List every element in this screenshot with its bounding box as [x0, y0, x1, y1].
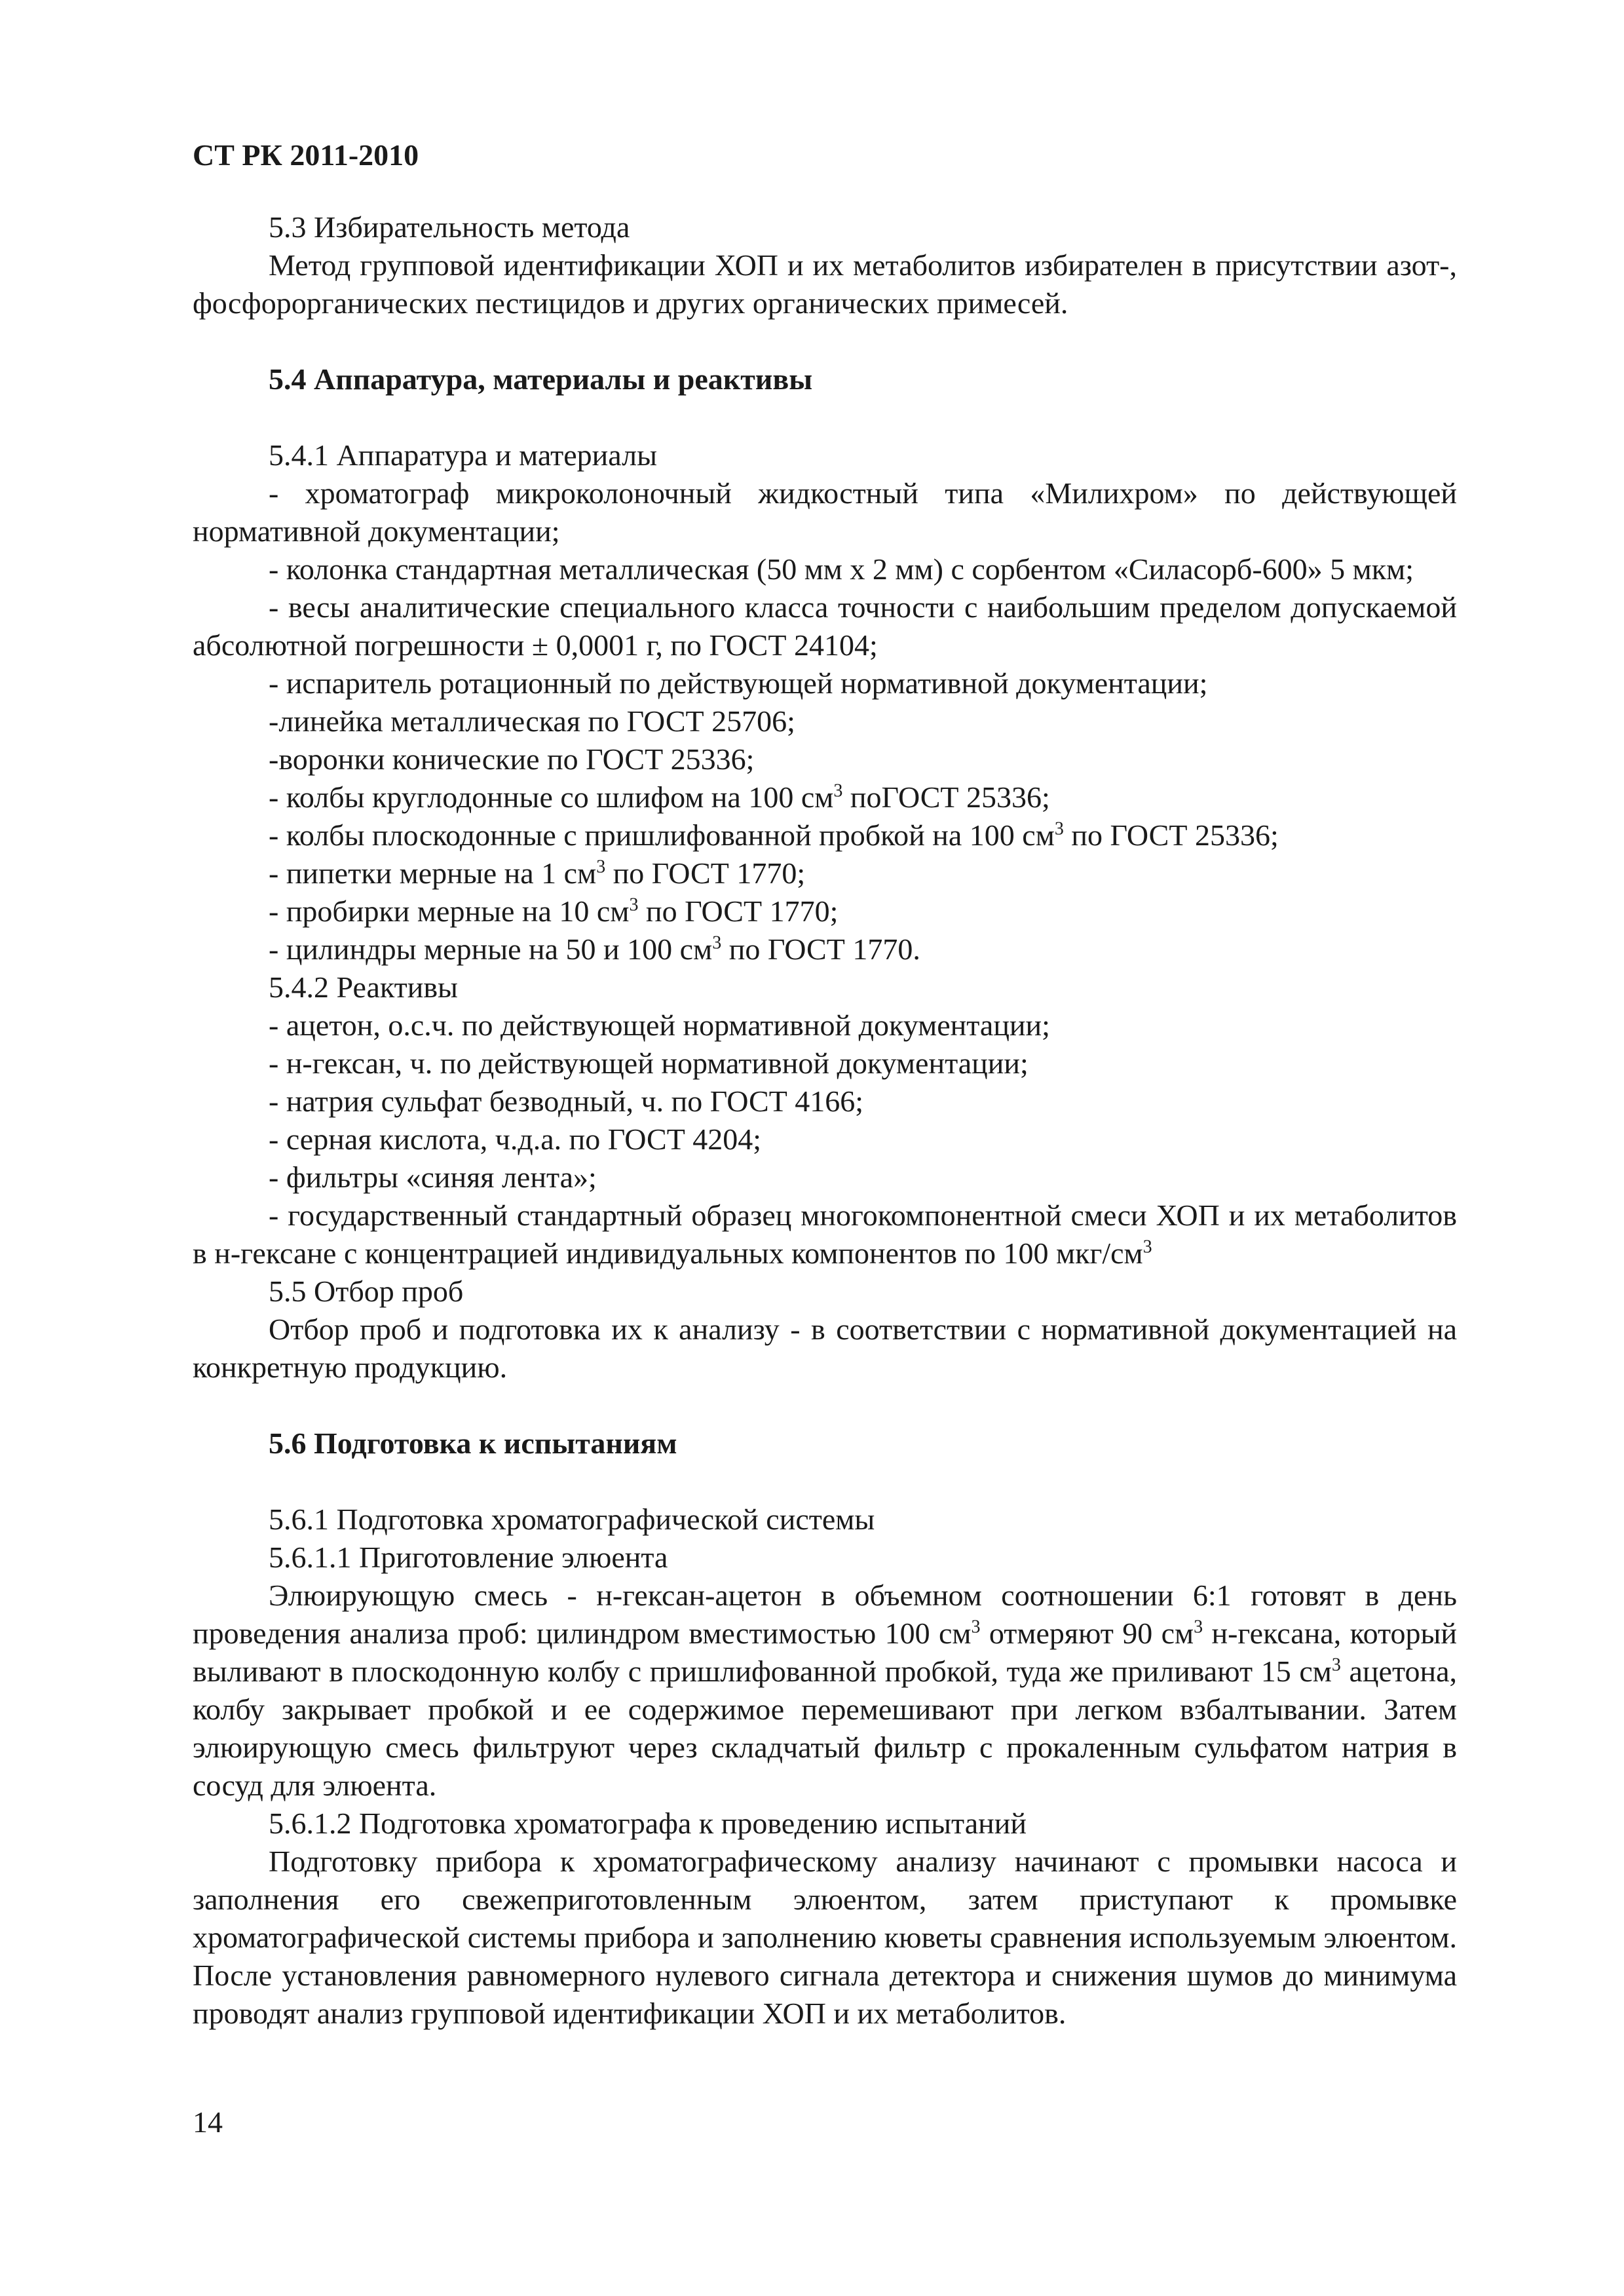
equipment-item: - испаритель ротационный по действующей нормативной документации; [269, 666, 1208, 700]
equipment-item: - колбы круглодонные со шлифом на 100 $см^3$ поГОСТ 25336; [269, 780, 1050, 814]
section-5-6-1-2-title: 5.6.1.2 Подготовка хроматографа к проведению испытаний [269, 1807, 1027, 1840]
reagent-item: - фильтры «синяя лента»; [269, 1160, 597, 1194]
equipment-item: - хроматограф микроколоночный жидкостный типа «Милихром» по действующей нормативной документации; [193, 476, 1457, 548]
equipment-item: - весы аналитические специального класса точности с наибольшим пределом допускаемой абсолютной погрешности ± 0,0001 г, по ГОСТ 24104; [193, 590, 1457, 662]
section-5-4-1-title: 5.4.1 Аппаратура и материалы [269, 438, 657, 472]
section-5-5-title: 5.5 Отбор проб [269, 1274, 464, 1308]
equipment-item: -линейка металлическая по ГОСТ 25706; [269, 704, 795, 738]
equipment-item: - пипетки мерные на 1 $см^3$ по ГОСТ 1770; [269, 856, 806, 890]
section-5-4-title: 5.4 Аппаратура, материалы и реактивы [269, 362, 813, 396]
document-body [193, 208, 1457, 2033]
reagent-item: - натрия сульфат безводный, ч. по ГОСТ 4166; [269, 1084, 864, 1118]
equipment-item: - колбы плоскодонные с пришлифованной пробкой на 100 $см^3$ по ГОСТ 25336; [269, 818, 1279, 852]
reagent-item: - серная кислота, ч.д.а. по ГОСТ 4204; [269, 1122, 762, 1156]
section-5-5-text: Отбор проб и подготовка их к анализу - в соответствии с нормативной документацией на конкретную продукцию. [193, 1312, 1457, 1384]
section-5-3-title: 5.3 Избирательность метода [269, 210, 630, 244]
equipment-item: - колонка стандартная металлическая (50 мм х 2 мм) с сорбентом «Силасорб-600» 5 мкм; [269, 552, 1414, 586]
eluent-text: Элюирующую смесь - н-гексан-ацетон в объемном соотношении 6:1 готовят в день проведения анализа проб: цилиндром вместимостью 100 $см^3$ отмеряют 90 $см^3$ н-гексана, который выливают в плоскодонную колбу с пришлифованной пробкой, туда же приливают 15 $см^3$ ацетона, колбу закрывает пробкой и ее содержимое перемешивают при легком взбалтывании. Затем элюирующую смесь фильтруют через складчатый фильтр с прокаленным сульфатом натрия в сосуд для элюента. [193, 1578, 1458, 1802]
chromatograph-prep-text: Подготовку прибора к хроматографическому анализу начинают с промывки насоса и заполнения его свежеприготовленным элюентом, затем приступают к промывке хроматографической системы прибора и заполнению кюветы сравнения используемым элюентом. После установления равномерного нулевого сигнала детектора и снижения шумов до минимума проводят анализ групповой идентификации ХОП и их метаболитов. [193, 1845, 1457, 2030]
document-code-header: СТ РК 2011-2010 [193, 138, 419, 172]
section-5-6-title: 5.6 Подготовка к испытаниям [269, 1426, 677, 1460]
reagent-item: - ацетон, о.с.ч. по действующей нормативной документации; [269, 1008, 1050, 1042]
section-5-6-1-1-title: 5.6.1.1 Приготовление элюента [269, 1540, 668, 1574]
equipment-item: -воронки конические по ГОСТ 25336; [269, 742, 755, 776]
section-5-3-text: Метод групповой идентификации ХОП и их метаболитов избирателен в присутствии азот-, фосфорорганических пестицидов и других органических примесей. [193, 248, 1457, 320]
section-5-4-2-title: 5.4.2 Реактивы [269, 970, 458, 1004]
equipment-item: - пробирки мерные на 10 $см^3$ по ГОСТ 1770; [269, 894, 839, 928]
section-5-6-1-title: 5.6.1 Подготовка хроматографической системы [269, 1502, 875, 1536]
reagent-item: - н-гексан, ч. по действующей нормативной документации; [269, 1046, 1029, 1080]
page-number: 14 [193, 2105, 223, 2139]
equipment-item: - цилиндры мерные на 50 и 100 $см^3$ по ГОСТ 1770. [269, 932, 920, 966]
reagent-item: - государственный стандартный образец многокомпонентной смеси ХОП и их метаболитов в н-гексане с концентрацией индивидуальных компонентов по 100 мкг/$см^3$ [193, 1198, 1457, 1270]
